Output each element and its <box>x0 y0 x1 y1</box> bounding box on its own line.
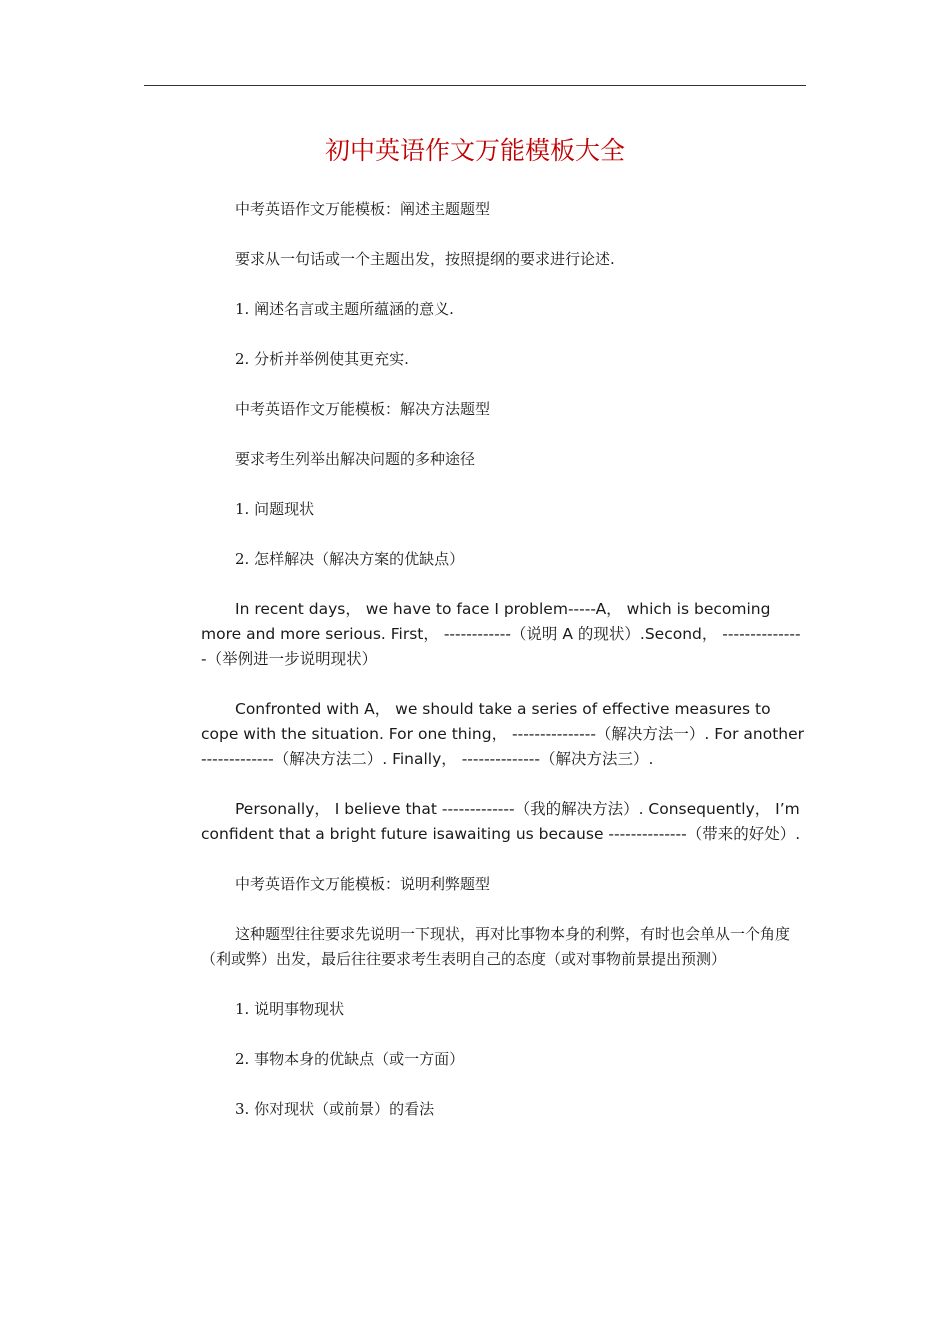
list-item: 1. 说明事物现状 <box>235 1000 345 1018</box>
paragraph: 要求从一句话或一个主题出发，按照提纲的要求进行论述. <box>235 250 615 268</box>
header-rule <box>144 85 806 86</box>
paragraph: 要求考生列举出解决问题的多种途径 <box>235 450 476 468</box>
list-item: 1. 问题现状 <box>235 500 315 518</box>
template-paragraph: Personally， I believe that -------------（我的解决方法）. Consequently， I’m confident that a bright future isawaiting us because --------------（带来的好处）. <box>201 800 801 843</box>
list-item: 3. 你对现状（或前景）的看法 <box>235 1100 435 1118</box>
list-item: 1. 阐述名言或主题所蕴涵的意义. <box>235 300 454 318</box>
document-title: 初中英语作文万能模板大全 <box>324 136 625 165</box>
paragraph: 这种题型往往要求先说明一下现状，再对比事物本身的利弊，有时也会单从一个角度（利或弊）出发，最后往往要求考生表明自己的态度（或对事物前景提出预测） <box>201 925 791 968</box>
list-item: 2. 事物本身的优缺点（或一方面） <box>235 1050 465 1068</box>
list-item: 2. 分析并举例使其更充实. <box>235 350 409 368</box>
section-heading-pros-cons: 中考英语作文万能模板：说明利弊题型 <box>235 875 491 893</box>
list-item: 2. 怎样解决（解决方案的优缺点） <box>235 550 465 568</box>
section-heading-theme: 中考英语作文万能模板：阐述主题题型 <box>235 200 491 218</box>
template-paragraph: Confronted with A， we should take a series of effective measures to cope with the situation. For one thing， ---------------（解决方法一）. For another -------------（解决方法二）. Finally， --------------（解决方法三）. <box>201 700 805 768</box>
document-body <box>201 197 806 1147</box>
section-heading-solution: 中考英语作文万能模板：解决方法题型 <box>235 400 491 418</box>
template-paragraph: In recent days， we have to face I problem-----A， which is becoming more and more serious. First， ------------（说明 A 的现状）.Second， ---------------（举例进一步说明现状） <box>201 600 801 668</box>
